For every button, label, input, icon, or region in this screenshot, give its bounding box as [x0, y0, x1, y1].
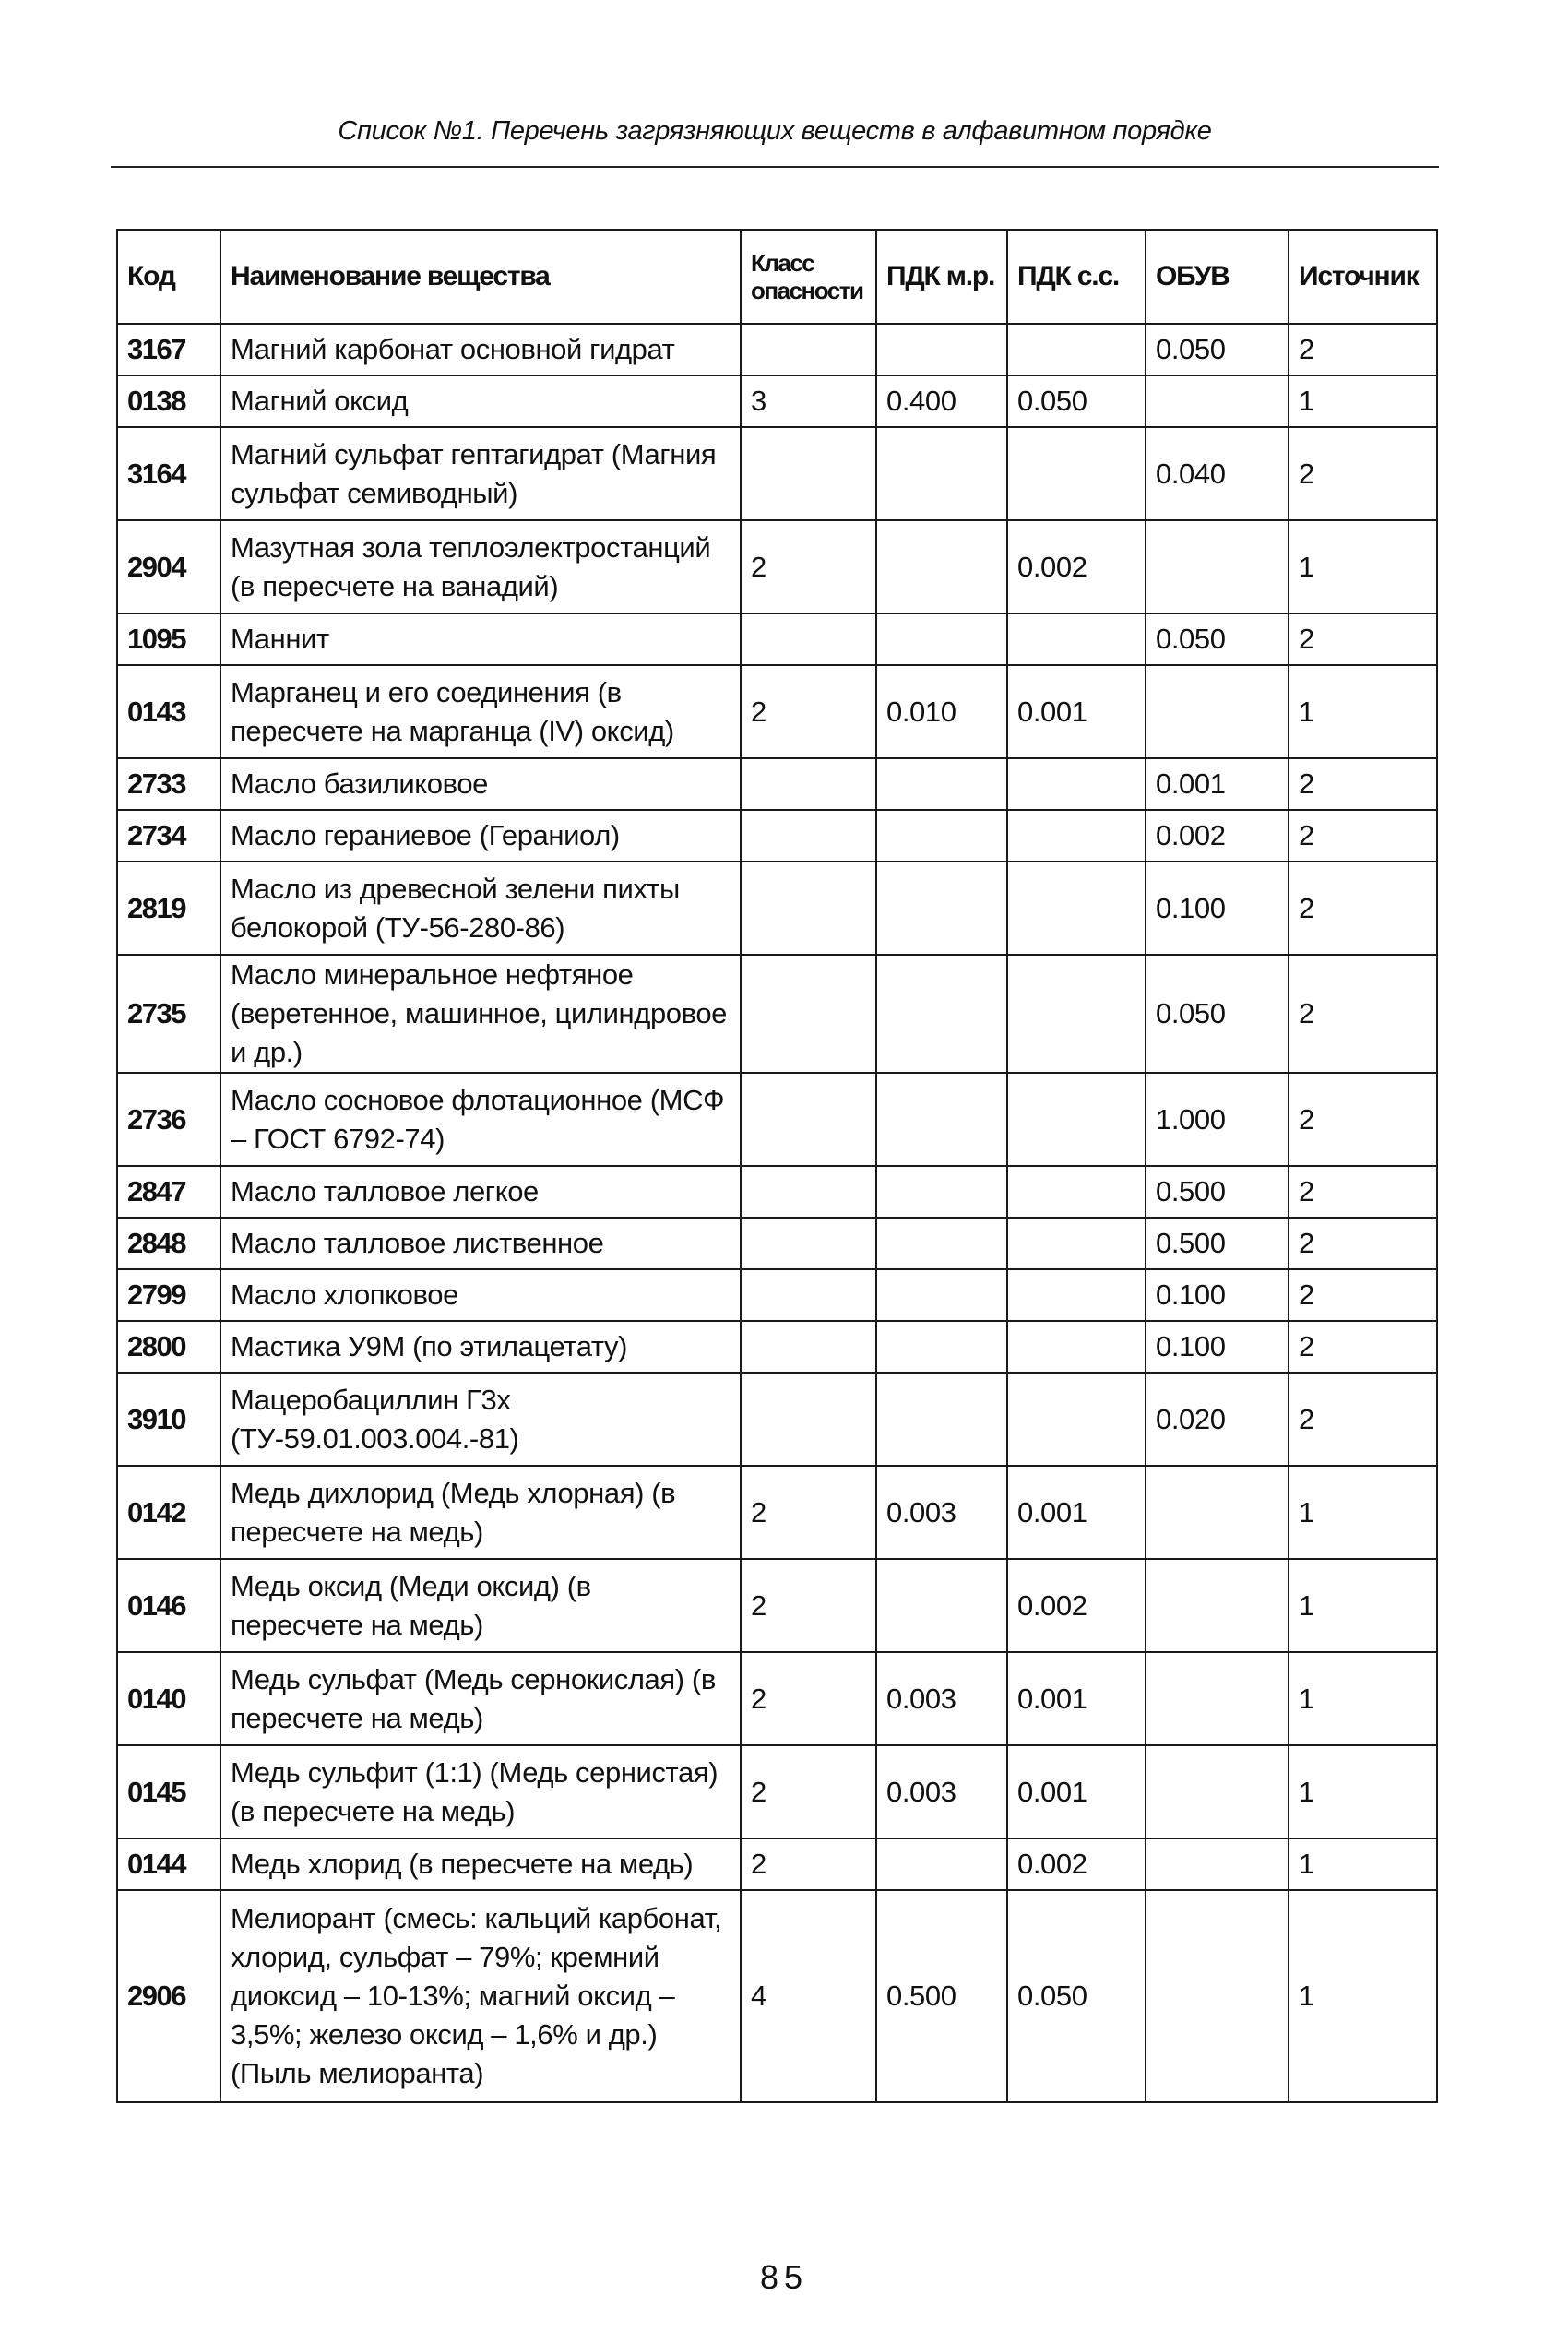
source-value: 1 [1289, 1559, 1437, 1652]
hazard-class-value [741, 955, 876, 1073]
hazard-class-value: 2 [741, 520, 876, 613]
source-value: 2 [1289, 955, 1437, 1073]
substance-code: 3164 [117, 427, 220, 520]
obuv-value: 0.100 [1146, 862, 1289, 955]
substance-name: Мазутная зола теплоэлектростанций (в пересчете на ванадий) [220, 520, 741, 613]
table-row [117, 1166, 1437, 1218]
substance-name: Маннит [220, 613, 741, 665]
table-row [117, 758, 1437, 810]
pdk-ss-value [1007, 810, 1146, 862]
pdk-ss-value [1007, 1373, 1146, 1466]
hazard-class-value [741, 1321, 876, 1373]
obuv-value [1146, 1745, 1289, 1838]
pdk-ss-value: 0.001 [1007, 1652, 1146, 1745]
substance-code: 2736 [117, 1073, 220, 1166]
source-value: 2 [1289, 1321, 1437, 1373]
table-body [117, 324, 1437, 2102]
obuv-value [1146, 1838, 1289, 1890]
table-row [117, 1838, 1437, 1890]
table-header-row [117, 230, 1437, 324]
pdk-ss-value: 0.001 [1007, 1745, 1146, 1838]
substance-name: Медь хлорид (в пересчете на медь) [220, 1838, 741, 1890]
substance-name: Марганец и его соединения (в пересчете на марганца (IV) оксид) [220, 665, 741, 758]
pdk-ss-value [1007, 1321, 1146, 1373]
hazard-class-value: 2 [741, 1838, 876, 1890]
pdk-ss-value [1007, 324, 1146, 375]
substance-code: 2799 [117, 1269, 220, 1321]
hazard-class-value [741, 862, 876, 955]
table-row [117, 375, 1437, 427]
substance-code: 0145 [117, 1745, 220, 1838]
source-value: 2 [1289, 1269, 1437, 1321]
obuv-value: 0.001 [1146, 758, 1289, 810]
substance-name: Масло из древесной зелени пихты белокорой (ТУ-56-280-86) [220, 862, 741, 955]
source-value: 2 [1289, 758, 1437, 810]
hazard-class-value [741, 1166, 876, 1218]
obuv-value: 0.500 [1146, 1218, 1289, 1269]
column-header-pdk-ss: ПДК с.с. [1007, 230, 1146, 324]
source-value: 2 [1289, 613, 1437, 665]
pdk-mr-value [876, 520, 1007, 613]
pdk-mr-value [876, 1166, 1007, 1218]
hazard-class-value [741, 1073, 876, 1166]
pdk-ss-value: 0.050 [1007, 375, 1146, 427]
pdk-ss-value [1007, 862, 1146, 955]
source-value: 1 [1289, 665, 1437, 758]
source-value: 2 [1289, 810, 1437, 862]
column-header-hazard-class: Класс опасности [741, 230, 876, 324]
pdk-ss-value [1007, 955, 1146, 1073]
hazard-class-value [741, 810, 876, 862]
column-header-code: Код [117, 230, 220, 324]
column-header-obuv: ОБУВ [1146, 230, 1289, 324]
substance-name: Мелиорант (смесь: кальций карбонат, хлорид, сульфат – 79%; кремний диоксид – 10-13%; магний оксид – 3,5%; железо оксид – 1,6% и др.) (Пыль мелиоранта) [220, 1890, 741, 2102]
pdk-ss-value [1007, 758, 1146, 810]
substance-name: Медь сульфат (Медь сернокислая) (в пересчете на медь) [220, 1652, 741, 1745]
source-value: 1 [1289, 1466, 1437, 1559]
obuv-value: 0.040 [1146, 427, 1289, 520]
pdk-mr-value [876, 1321, 1007, 1373]
substance-name: Масло сосновое флотационное (МСФ – ГОСТ 6792-74) [220, 1073, 741, 1166]
table-row [117, 810, 1437, 862]
hazard-class-value [741, 1269, 876, 1321]
column-header-name: Наименование вещества [220, 230, 741, 324]
pdk-mr-value [876, 758, 1007, 810]
table-row [117, 1269, 1437, 1321]
obuv-value: 0.020 [1146, 1373, 1289, 1466]
table-row [117, 1373, 1437, 1466]
obuv-value: 0.050 [1146, 613, 1289, 665]
substance-name: Магний оксид [220, 375, 741, 427]
hazard-class-value [741, 1373, 876, 1466]
source-value: 1 [1289, 1652, 1437, 1745]
substance-code: 0142 [117, 1466, 220, 1559]
table-row [117, 520, 1437, 613]
substance-code: 2733 [117, 758, 220, 810]
table-row [117, 613, 1437, 665]
source-value: 2 [1289, 862, 1437, 955]
obuv-value: 0.500 [1146, 1166, 1289, 1218]
table-row [117, 1073, 1437, 1166]
table-row [117, 1218, 1437, 1269]
table-row [117, 955, 1437, 1073]
substance-code: 0146 [117, 1559, 220, 1652]
table-row [117, 1559, 1437, 1652]
source-value: 2 [1289, 1218, 1437, 1269]
substance-name: Масло базиликовое [220, 758, 741, 810]
pdk-mr-value [876, 1373, 1007, 1466]
pdk-ss-value [1007, 1166, 1146, 1218]
pdk-ss-value: 0.002 [1007, 520, 1146, 613]
substance-code: 2734 [117, 810, 220, 862]
obuv-value [1146, 1652, 1289, 1745]
obuv-value [1146, 1559, 1289, 1652]
substances-table [116, 229, 1438, 2103]
substance-code: 2735 [117, 955, 220, 1073]
obuv-value: 0.100 [1146, 1269, 1289, 1321]
hazard-class-value [741, 613, 876, 665]
hazard-class-value [741, 1218, 876, 1269]
header-rule [111, 166, 1439, 168]
pdk-mr-value [876, 613, 1007, 665]
obuv-value [1146, 375, 1289, 427]
hazard-class-value [741, 324, 876, 375]
table-row [117, 862, 1437, 955]
pdk-ss-value: 0.050 [1007, 1890, 1146, 2102]
hazard-class-value [741, 427, 876, 520]
source-value: 1 [1289, 375, 1437, 427]
substance-code: 1095 [117, 613, 220, 665]
pdk-mr-value: 0.003 [876, 1652, 1007, 1745]
table-row [117, 427, 1437, 520]
pdk-mr-value [876, 427, 1007, 520]
table-row [117, 324, 1437, 375]
running-head-title: Список №1. Перечень загрязняющих веществ в алфавитном порядке [338, 116, 1212, 146]
substance-code: 2800 [117, 1321, 220, 1373]
substance-code: 0144 [117, 1838, 220, 1890]
substance-name: Масло талловое лиственное [220, 1218, 741, 1269]
table-row [117, 1321, 1437, 1373]
table-row [117, 1745, 1437, 1838]
substance-name: Масло талловое легкое [220, 1166, 741, 1218]
pdk-mr-value [876, 1838, 1007, 1890]
substance-name: Магний карбонат основной гидрат [220, 324, 741, 375]
pdk-ss-value [1007, 1269, 1146, 1321]
pdk-mr-value [876, 1218, 1007, 1269]
substance-name: Масло хлопковое [220, 1269, 741, 1321]
substance-name: Мастика У9М (по этилацетату) [220, 1321, 741, 1373]
page-number: 85 [759, 2258, 809, 2296]
obuv-value: 0.050 [1146, 324, 1289, 375]
obuv-value: 0.050 [1146, 955, 1289, 1073]
table-row [117, 1466, 1437, 1559]
hazard-class-value: 2 [741, 1466, 876, 1559]
source-value: 2 [1289, 1166, 1437, 1218]
substance-code: 2848 [117, 1218, 220, 1269]
substance-code: 0138 [117, 375, 220, 427]
pdk-mr-value: 0.010 [876, 665, 1007, 758]
pdk-ss-value [1007, 1073, 1146, 1166]
obuv-value: 1.000 [1146, 1073, 1289, 1166]
obuv-value: 0.002 [1146, 810, 1289, 862]
pdk-ss-value [1007, 427, 1146, 520]
substance-code: 0140 [117, 1652, 220, 1745]
pdk-mr-value [876, 862, 1007, 955]
pdk-mr-value [876, 324, 1007, 375]
substance-name: Медь оксид (Меди оксид) (в пересчете на медь) [220, 1559, 741, 1652]
pdk-mr-value [876, 1269, 1007, 1321]
substance-name: Медь дихлорид (Медь хлорная) (в пересчете на медь) [220, 1466, 741, 1559]
pdk-ss-value: 0.002 [1007, 1838, 1146, 1890]
pdk-ss-value [1007, 1218, 1146, 1269]
hazard-class-value: 2 [741, 1559, 876, 1652]
substance-code: 0143 [117, 665, 220, 758]
obuv-value [1146, 1890, 1289, 2102]
substance-name: Медь сульфит (1:1) (Медь сернистая) (в пересчете на медь) [220, 1745, 741, 1838]
table-row [117, 1890, 1437, 2102]
substance-code: 3167 [117, 324, 220, 375]
source-value: 2 [1289, 1073, 1437, 1166]
substance-code: 2904 [117, 520, 220, 613]
pdk-mr-value: 0.400 [876, 375, 1007, 427]
column-header-pdk-mr: ПДК м.р. [876, 230, 1007, 324]
source-value: 1 [1289, 520, 1437, 613]
source-value: 2 [1289, 324, 1437, 375]
pdk-mr-value [876, 810, 1007, 862]
pdk-mr-value [876, 1559, 1007, 1652]
substance-name: Магний сульфат гептагидрат (Магния сульфат семиводный) [220, 427, 741, 520]
source-value: 1 [1289, 1745, 1437, 1838]
obuv-value [1146, 520, 1289, 613]
substance-name: Масло минеральное нефтяное (веретенное, машинное, цилиндровое и др.) [220, 955, 741, 1073]
source-value: 1 [1289, 1890, 1437, 2102]
source-value: 2 [1289, 427, 1437, 520]
hazard-class-value: 4 [741, 1890, 876, 2102]
pdk-mr-value: 0.003 [876, 1466, 1007, 1559]
pdk-mr-value: 0.003 [876, 1745, 1007, 1838]
pdk-ss-value: 0.001 [1007, 665, 1146, 758]
substance-code: 2847 [117, 1166, 220, 1218]
substance-name: Мацеробациллин Г3х (ТУ-59.01.003.004.-81) [220, 1373, 741, 1466]
pdk-mr-value [876, 955, 1007, 1073]
substance-name: Масло гераниевое (Гераниол) [220, 810, 741, 862]
substance-code: 2906 [117, 1890, 220, 2102]
hazard-class-value: 2 [741, 665, 876, 758]
hazard-class-value: 2 [741, 1745, 876, 1838]
substance-code: 3910 [117, 1373, 220, 1466]
obuv-value [1146, 665, 1289, 758]
pdk-ss-value: 0.002 [1007, 1559, 1146, 1652]
source-value: 1 [1289, 1838, 1437, 1890]
pdk-ss-value [1007, 613, 1146, 665]
hazard-class-value: 3 [741, 375, 876, 427]
pdk-mr-value [876, 1073, 1007, 1166]
table-row [117, 1652, 1437, 1745]
obuv-value [1146, 1466, 1289, 1559]
hazard-class-value: 2 [741, 1652, 876, 1745]
hazard-class-value [741, 758, 876, 810]
column-header-source: Источник [1289, 230, 1437, 324]
table-row [117, 665, 1437, 758]
substance-code: 2819 [117, 862, 220, 955]
obuv-value: 0.100 [1146, 1321, 1289, 1373]
pdk-ss-value: 0.001 [1007, 1466, 1146, 1559]
source-value: 2 [1289, 1373, 1437, 1466]
pdk-mr-value: 0.500 [876, 1890, 1007, 2102]
